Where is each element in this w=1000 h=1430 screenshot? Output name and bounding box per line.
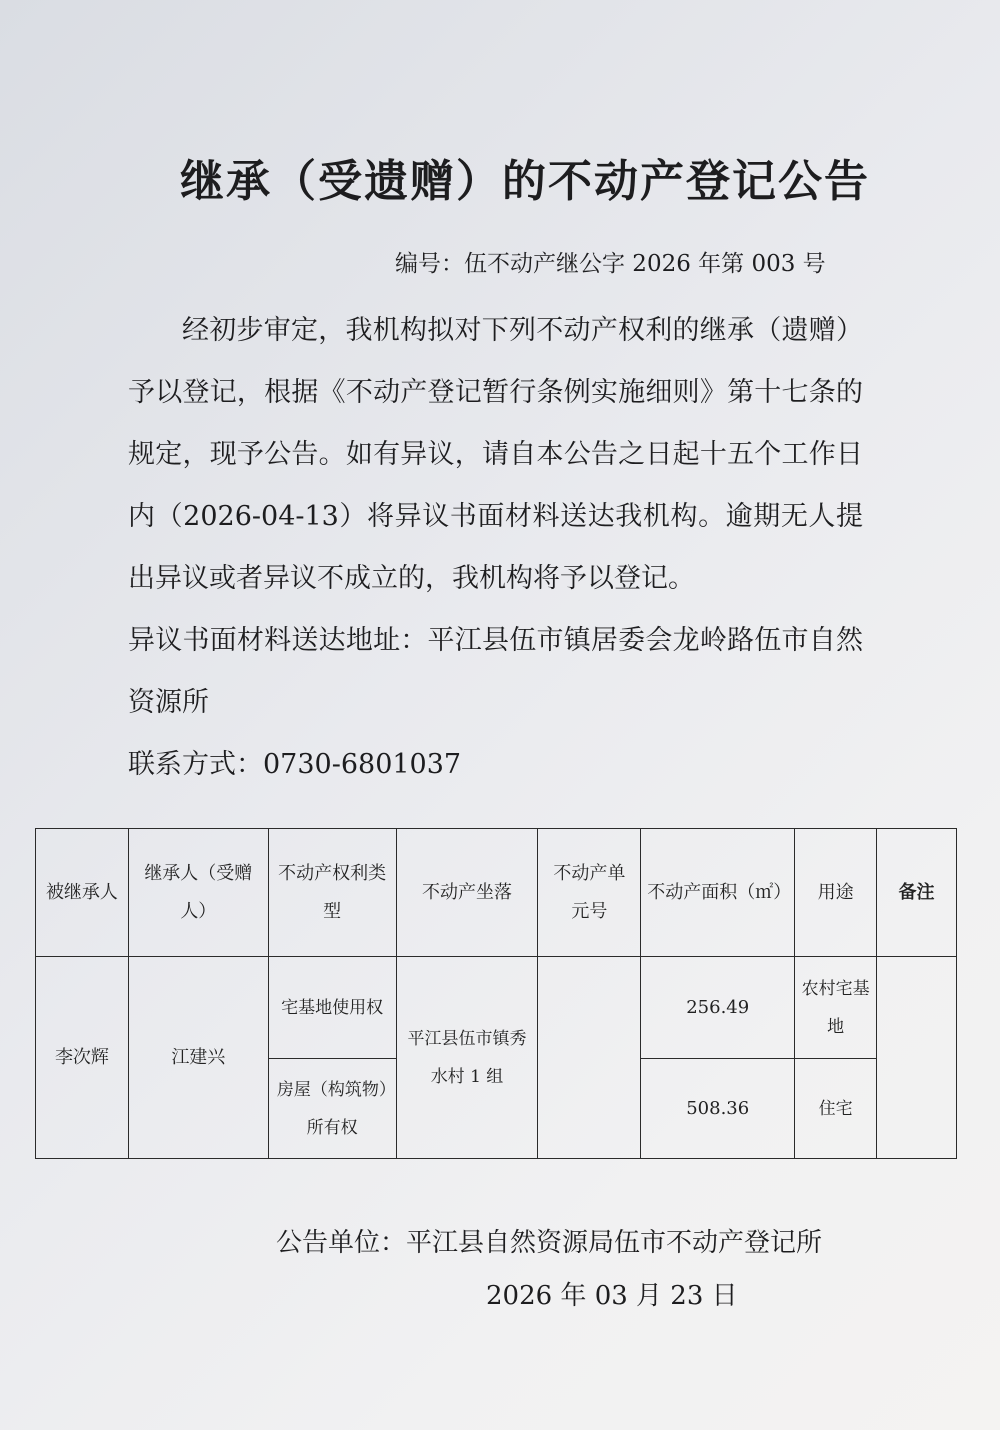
cell-remark: [877, 957, 957, 1159]
objection-address: 异议书面材料送达地址：平江县伍市镇居委会龙岭路伍市自然资源所: [128, 625, 863, 718]
header-decedent: 被继承人: [36, 829, 129, 957]
notice-paragraph: 经初步审定，我机构拟对下列不动产权利的继承（遗赠）予以登记，根据《不动产登记暂行条例实施细则》第十七条的规定，现予公告。如有异议，请自本公告之日起十五个工作日内（2026-04-13）将异议书面材料送达我机构。逾期无人提出异议或者异议不成立的，我机构将予以登记。: [128, 315, 863, 594]
property-table: [35, 828, 957, 1159]
cell-area: 508.36: [641, 1059, 795, 1159]
issuing-unit: 公告单位：平江县自然资源局伍市不动产登记所: [276, 1228, 823, 1258]
cell-area: 256.49: [641, 957, 795, 1059]
notice-body: [128, 300, 863, 796]
cell-decedent: 李次辉: [36, 957, 129, 1159]
issue-date: 2026 年 03 月 23 日: [486, 1281, 738, 1311]
header-unit-no: 不动产单元号: [538, 829, 641, 957]
document-number: 编号：伍不动产继公字 2026 年第 003 号: [395, 251, 826, 277]
cell-use: 住宅: [795, 1059, 877, 1159]
table-row: [36, 957, 957, 1059]
table-header-row: [36, 829, 957, 957]
contact-info: 联系方式：0730-6801037: [128, 749, 462, 780]
cell-heir: 江建兴: [128, 957, 268, 1159]
header-use: 用途: [795, 829, 877, 957]
header-remark: 备注: [877, 829, 957, 957]
cell-use: 农村宅基地: [795, 957, 877, 1059]
cell-right-type: 宅基地使用权: [268, 957, 396, 1059]
cell-location: 平江县伍市镇秀水村 1 组: [396, 957, 538, 1159]
cell-unit-no: [538, 957, 641, 1159]
header-right-type: 不动产权利类型: [268, 829, 396, 957]
notice-title: 继承（受遗赠）的不动产登记公告: [180, 156, 870, 207]
header-heir: 继承人（受赠人）: [128, 829, 268, 957]
cell-right-type: 房屋（构筑物）所有权: [268, 1059, 396, 1159]
header-area: 不动产面积（㎡）: [641, 829, 795, 957]
header-location: 不动产坐落: [396, 829, 538, 957]
